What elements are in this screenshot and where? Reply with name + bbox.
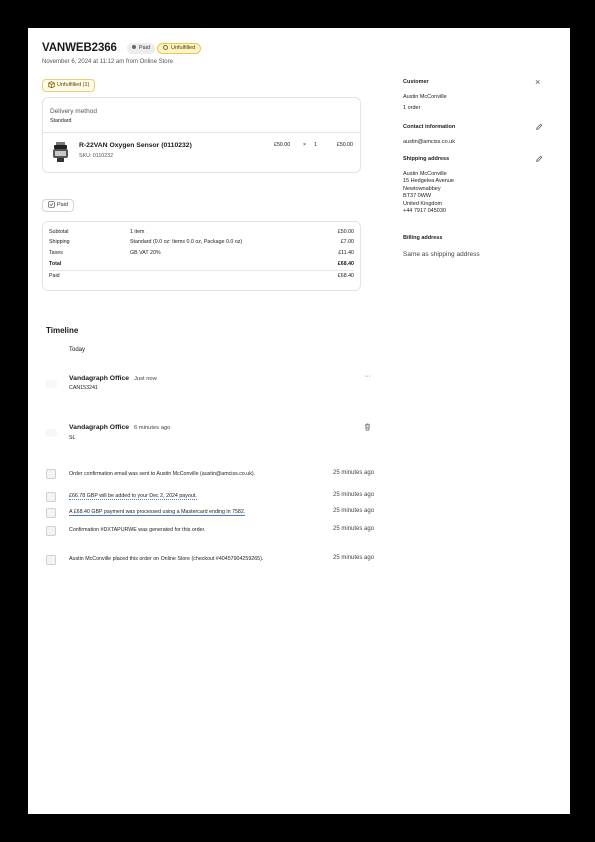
taxes-desc: GB VAT 20% [130,250,161,256]
total-label: Total [49,261,62,267]
event-checkbox[interactable] [46,508,56,518]
paid-status-label: Paid [139,45,151,51]
delivery-method-value: Standard [50,118,72,124]
comment-author: Vandagraph Office [69,424,130,431]
timeline-comment [69,424,170,431]
ring-icon [163,45,168,50]
shipping-line: United Kingdom [403,200,443,207]
timeline-today: Today [69,347,86,353]
comment-body: SL [69,435,76,441]
fulfillment-card [42,97,361,173]
subtotal-label: Subtotal [49,229,69,235]
event-text: Order confirmation email was sent to Austin McConville (austin@amciss.co.uk). [69,471,256,477]
order-subtitle: November 6, 2024 at 11:12 am from Online Store [42,59,173,65]
avatar [45,380,57,388]
event-text[interactable]: £66.78 GBP will be added to your Dec 2, 2024 payout. [69,493,197,499]
event-checkbox[interactable] [46,469,56,479]
item-total: £50.00 [336,142,353,148]
divider [49,270,354,271]
shipping-address-heading: Shipping address [403,156,450,162]
timeline-comment [69,375,157,382]
event-time: 25 minutes ago [333,555,375,561]
close-icon[interactable]: × [535,77,541,87]
event-text: Austin McConville placed this order on Online Store (checkout #40457904259265). [69,556,264,562]
shipping-line: Newtownabbey [403,185,441,192]
total-amount: £68.40 [337,261,354,267]
paid-badge-label: Paid [57,202,69,208]
shipping-line: BT37 0WW [403,193,432,200]
trash-icon[interactable] [364,423,371,431]
order-number: VANWEB2366 [42,42,117,54]
taxes-amount: £11.40 [338,250,354,256]
delivery-method-label: Delivery method [50,108,97,115]
edit-pencil-icon[interactable] [535,123,543,131]
billing-address-heading: Billing address [403,235,443,241]
fulfillment-status-badge [157,43,201,54]
unfulfilled-badge [42,79,95,92]
event-time: 25 minutes ago [333,508,375,514]
event-text: Confirmation #DXTAPURWE was generated for this order. [69,527,206,533]
times-symbol: × [303,142,307,148]
shipping-amount: £7.00 [340,239,354,245]
timeline-title: Timeline [46,326,79,335]
shipping-line: +44 7917 045030 [403,208,446,215]
comment-time: 6 minutes ago [133,425,171,431]
checkbox-icon [48,201,55,208]
dot-icon [132,45,136,49]
shipping-line: 15 Hedgelea Avenue [403,178,454,185]
edit-pencil-icon[interactable] [535,155,543,163]
shipping-address-block [403,171,454,215]
subtotal-amount: £50.00 [337,229,354,235]
product-image [52,142,69,163]
shipping-line: Austin McConville [403,171,447,177]
customer-name[interactable]: Austin McConville [403,94,447,100]
payment-card [42,221,361,291]
comment-time: Just now [133,376,157,382]
event-checkbox[interactable] [46,492,56,502]
comment-author: Vandagraph Office [69,375,130,382]
event-time: 25 minutes ago [333,470,375,476]
shipping-label: Shipping [49,239,70,245]
event-time: 25 minutes ago [333,526,375,532]
unfulfilled-badge-label: Unfulfilled (1) [57,82,90,88]
item-quantity: 1 [314,142,317,148]
paid-badge [42,199,74,212]
event-text[interactable]: A £68.40 GBP payment was processed using a Mastercard ending in 7582. [69,509,246,515]
paid-label: Paid [49,273,60,279]
billing-address-value: Same as shipping address [403,251,480,258]
customer-heading: Customer [403,79,429,85]
order-page [28,28,570,814]
avatar [45,429,57,437]
customer-orders[interactable]: 1 order [403,105,421,111]
contact-email[interactable]: austin@amciss.co.uk [403,139,456,145]
product-name[interactable]: R-22VAN Oxygen Sensor (0110232) [79,142,192,149]
event-checkbox[interactable] [46,526,56,536]
event-checkbox[interactable] [46,555,56,565]
package-icon [48,81,55,88]
product-sku: SKU: 0110232 [79,153,114,159]
paid-amount: £68.40 [337,273,354,279]
divider [43,132,360,133]
contact-heading: Contact information [403,124,456,130]
taxes-label: Taxes [49,250,63,256]
more-actions-icon[interactable]: ··· [364,373,371,380]
event-time: 25 minutes ago [333,492,375,498]
comment-body: CAN153241 [69,385,98,391]
fulfillment-status-label: Unfulfilled [171,45,196,51]
shipping-desc: Standard (0.0 oz: Items 0.0 oz, Package 0.0 oz) [130,239,243,245]
subtotal-desc: 1 item [130,229,145,235]
item-price: £50.00 [274,142,291,148]
paid-status-badge [127,43,155,54]
